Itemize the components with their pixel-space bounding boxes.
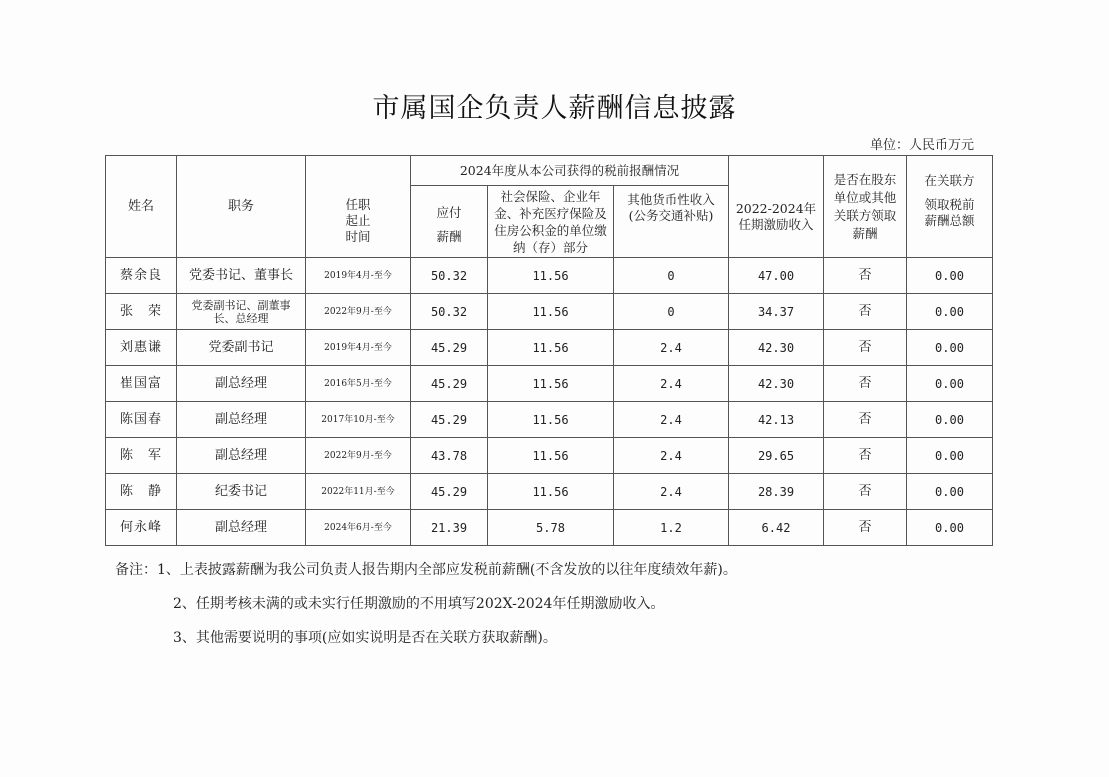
cell-term: 2017年10月-至今 — [306, 402, 411, 438]
header-term — [306, 156, 411, 258]
cell-related-total: 0.00 — [907, 438, 993, 474]
cell-payable: 43.78 — [411, 438, 488, 474]
cell-related-total: 0.00 — [907, 366, 993, 402]
cell-term: 2019年4月-至今 — [306, 258, 411, 294]
cell-other: 2.4 — [614, 366, 729, 402]
cell-position: 副总经理 — [177, 510, 306, 546]
cell-incentive: 42.13 — [729, 402, 824, 438]
cell-name: 崔国富 — [106, 366, 177, 402]
cell-shareholder-pay: 否 — [824, 330, 907, 366]
cell-position: 副总经理 — [177, 438, 306, 474]
cell-payable: 45.29 — [411, 402, 488, 438]
cell-other: 2.4 — [614, 330, 729, 366]
table-row — [106, 258, 993, 294]
cell-related-total: 0.00 — [907, 294, 993, 330]
cell-related-total: 0.00 — [907, 402, 993, 438]
cell-social: 11.56 — [488, 438, 614, 474]
cell-name: 刘惠谦 — [106, 330, 177, 366]
cell-term: 2016年5月-至今 — [306, 366, 411, 402]
notes-prefix: 备注： — [115, 562, 157, 578]
cell-incentive: 42.30 — [729, 330, 824, 366]
cell-payable: 50.32 — [411, 294, 488, 330]
header-social-insurance: 社会保险、企业年金、补充医疗保险及住房公积金的单位缴纳（存）部分 — [488, 186, 614, 258]
cell-term: 2022年9月-至今 — [306, 294, 411, 330]
cell-incentive: 34.37 — [729, 294, 824, 330]
cell-incentive: 28.39 — [729, 474, 824, 510]
header-other-line1: 其他货币性收入 — [627, 192, 715, 207]
cell-social: 11.56 — [488, 330, 614, 366]
cell-payable: 45.29 — [411, 474, 488, 510]
note-text-1: 1、上表披露薪酬为我公司负责人报告期内全部应发税前薪酬(不含发放的以往年度绩效年薪)。 — [157, 562, 737, 578]
table-row — [106, 474, 993, 510]
cell-other: 2.4 — [614, 438, 729, 474]
cell-shareholder-pay: 否 — [824, 474, 907, 510]
cell-name: 陈国春 — [106, 402, 177, 438]
table-row — [106, 438, 993, 474]
cell-shareholder-pay: 否 — [824, 510, 907, 546]
cell-related-total: 0.00 — [907, 330, 993, 366]
cell-incentive: 47.00 — [729, 258, 824, 294]
table-row — [106, 366, 993, 402]
header-other-income — [614, 186, 729, 258]
cell-other: 2.4 — [614, 474, 729, 510]
cell-social: 11.56 — [488, 402, 614, 438]
cell-term: 2022年9月-至今 — [306, 438, 411, 474]
header-position: 职务 — [177, 156, 306, 258]
header-shareholder-line1: 是否在股东 — [833, 171, 897, 187]
cell-shareholder-pay: 否 — [824, 258, 907, 294]
header-payable-line2: 薪酬 — [436, 228, 462, 244]
cell-incentive: 29.65 — [729, 438, 824, 474]
cell-name: 陈 军 — [106, 438, 177, 474]
header-shareholder-line3: 关联方领取 — [833, 207, 897, 223]
cell-other: 0 — [614, 294, 729, 330]
cell-position: 副总经理 — [177, 402, 306, 438]
header-2024-group: 2024年度从本公司获得的税前报酬情况 — [411, 156, 729, 186]
cell-name: 蔡余良 — [106, 258, 177, 294]
salary-table — [105, 155, 993, 546]
cell-payable: 45.29 — [411, 366, 488, 402]
cell-position: 党委副书记、副董事长、总经理 — [177, 294, 306, 330]
header-shareholder-line2: 单位或其他 — [833, 189, 897, 205]
table-row — [106, 402, 993, 438]
note-item-3 — [115, 628, 737, 662]
header-term-line3: 时间 — [345, 228, 371, 244]
cell-social: 11.56 — [488, 258, 614, 294]
table-row — [106, 294, 993, 330]
cell-payable: 45.29 — [411, 330, 488, 366]
cell-position: 副总经理 — [177, 366, 306, 402]
header-name: 姓名 — [106, 156, 177, 258]
cell-incentive: 6.42 — [729, 510, 824, 546]
cell-other: 0 — [614, 258, 729, 294]
header-related-line2: 领取税前 — [924, 196, 975, 212]
cell-social: 11.56 — [488, 474, 614, 510]
header-incentive-line2: 任期激励收入 — [738, 216, 814, 232]
cell-name: 张 荣 — [106, 294, 177, 330]
cell-payable: 50.32 — [411, 258, 488, 294]
notes-section — [115, 560, 737, 662]
header-other-line2: (公务交通补贴) — [628, 208, 714, 223]
cell-payable: 21.39 — [411, 510, 488, 546]
cell-shareholder-pay: 否 — [824, 294, 907, 330]
header-shareholder-pay — [824, 156, 907, 258]
cell-incentive: 42.30 — [729, 366, 824, 402]
cell-term: 2019年4月-至今 — [306, 330, 411, 366]
cell-other: 1.2 — [614, 510, 729, 546]
note-item-1 — [115, 560, 737, 594]
page-title: 市属国企负责人薪酬信息披露 — [372, 93, 737, 124]
cell-name: 何永峰 — [106, 510, 177, 546]
cell-other: 2.4 — [614, 402, 729, 438]
cell-related-total: 0.00 — [907, 258, 993, 294]
header-incentive-line1: 2022-2024年 — [735, 200, 817, 216]
header-payable-line1: 应付 — [436, 204, 462, 220]
cell-social: 11.56 — [488, 366, 614, 402]
header-related-total — [907, 156, 993, 258]
note-text-2: 2、任期考核未满的或未实行任期激励的不用填写202X-2024年任期激励收入。 — [173, 596, 665, 612]
cell-name: 陈 静 — [106, 474, 177, 510]
cell-position: 纪委书记 — [177, 474, 306, 510]
table-row — [106, 510, 993, 546]
cell-term: 2024年6月-至今 — [306, 510, 411, 546]
header-shareholder-line4: 薪酬 — [852, 225, 878, 241]
cell-related-total: 0.00 — [907, 474, 993, 510]
unit-label: 单位：人民币万元 — [869, 138, 974, 153]
cell-shareholder-pay: 否 — [824, 438, 907, 474]
cell-social: 5.78 — [488, 510, 614, 546]
header-incentive — [729, 156, 824, 258]
header-term-line2: 起止 — [345, 212, 371, 228]
cell-shareholder-pay: 否 — [824, 366, 907, 402]
header-term-line1: 任职 — [345, 196, 371, 212]
header-related-line3: 薪酬总额 — [924, 212, 975, 228]
note-text-3: 3、其他需要说明的事项(应如实说明是否在关联方获取薪酬)。 — [173, 630, 557, 646]
cell-position: 党委副书记 — [177, 330, 306, 366]
cell-related-total: 0.00 — [907, 510, 993, 546]
table-row — [106, 330, 993, 366]
cell-term: 2022年11月-至今 — [306, 474, 411, 510]
cell-social: 11.56 — [488, 294, 614, 330]
header-related-line1: 在关联方 — [924, 172, 975, 188]
cell-shareholder-pay: 否 — [824, 402, 907, 438]
cell-position: 党委书记、董事长 — [177, 258, 306, 294]
note-item-2 — [115, 594, 737, 628]
header-payable — [411, 186, 488, 258]
